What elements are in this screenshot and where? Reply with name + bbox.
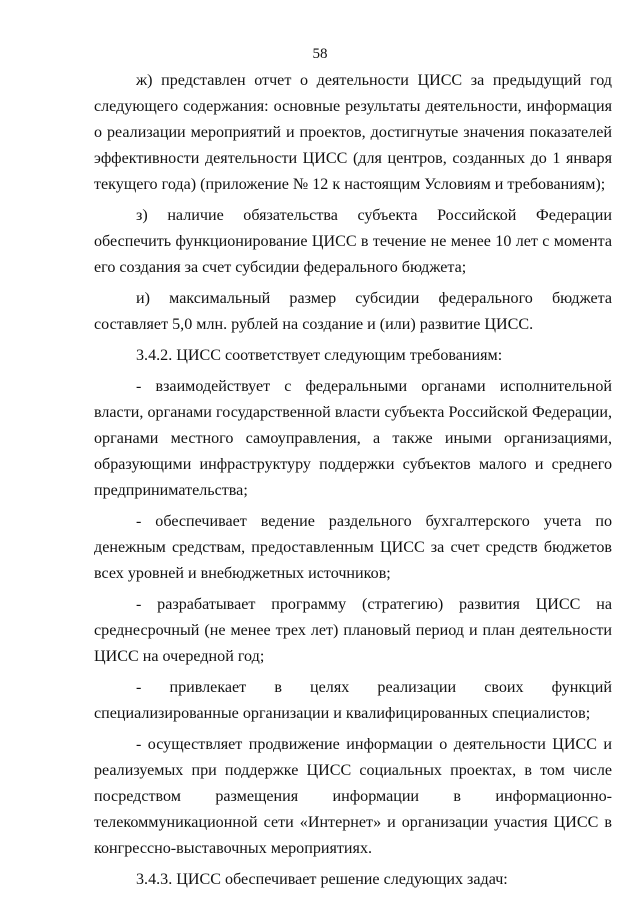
- document-body: [94, 68, 612, 898]
- paragraph-specialists: - привлекает в целях реализации своих функций специализированные организации и квалифицированных специалистов;: [94, 679, 612, 722]
- paragraph-promotion: - осуществляет продвижение информации о деятельности ЦИСС и реализуемых при поддержке ЦИСС социальных проектах, в том числе посредством размещения информации в информационно-телекоммуникационной сети «Интернет» и организации участия ЦИСС в конгрессно-выставочных мероприятиях.: [94, 736, 612, 857]
- paragraph-accounting: - обеспечивает ведение раздельного бухгалтерского учета по денежным средствам, предоставленным ЦИСС за счет средств бюджетов всех уровней и внебюджетных источников;: [94, 513, 612, 582]
- section-heading-3-4-3: 3.4.3. ЦИСС обеспечивает решение следующих задач:: [136, 871, 508, 888]
- paragraph-interaction: - взаимодействует с федеральными органами исполнительной власти, органами государственной власти субъекта Российской Федерации, органами местного самоуправления, а также иными организациями, образующими инфраструктуру поддержки субъектов малого и среднего предпринимательства;: [94, 378, 612, 499]
- paragraph-z-obligation: з) наличие обязательства субъекта Российской Федерации обеспечить функционирование ЦИСС в течение не менее 10 лет с момента его создания за счет субсидии федерального бюджета;: [94, 207, 612, 276]
- section-heading-3-4-2: 3.4.2. ЦИСС соответствует следующим требованиям:: [136, 347, 503, 364]
- paragraph-strategy: - разрабатывает программу (стратегию) развития ЦИСС на среднесрочный (не менее трех лет) плановый период и план деятельности ЦИСС на очередной год;: [94, 596, 612, 665]
- page-number: 58: [312, 46, 328, 62]
- paragraph-zh-report: ж) представлен отчет о деятельности ЦИСС за предыдущий год следующего содержания: основные результаты деятельности, информация о реализации мероприятий и проектов, достигнутые значения показателей эффективности деятельности ЦИСС (для центров, созданных до 1 января текущего года) (приложение № 12 к настоящим Условиям и требованиям);: [94, 72, 612, 193]
- paragraph-i-max-subsidy: и) максимальный размер субсидии федерального бюджета составляет 5,0 млн. рублей на создание и (или) развитие ЦИСС.: [94, 290, 612, 333]
